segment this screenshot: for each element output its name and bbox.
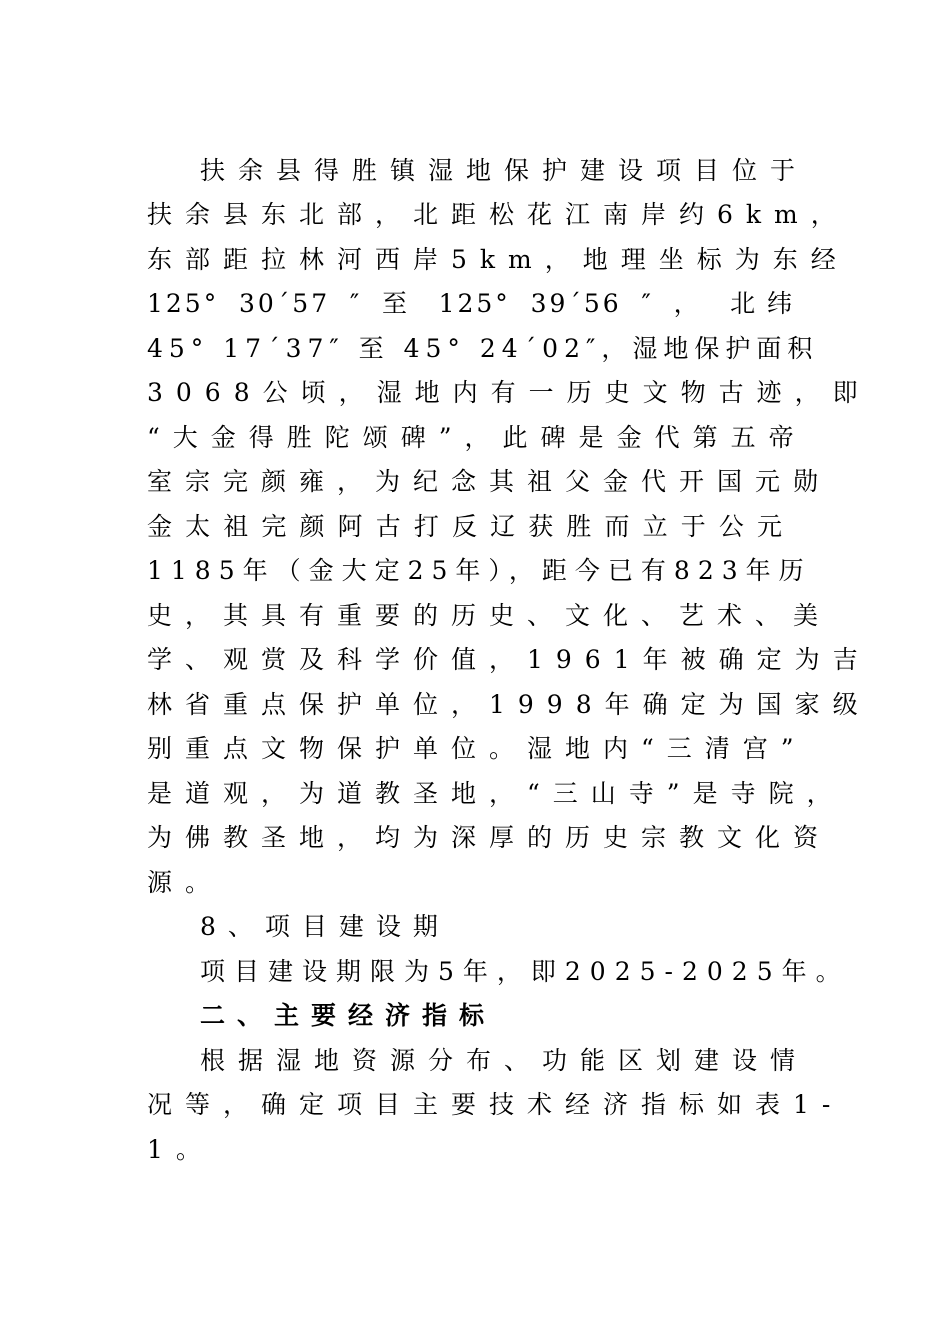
paragraph-line: 125° 30´57 ″ 至 125° 39´56 ″ ， 北纬: [147, 289, 795, 318]
paragraph-line: 45° 17´37″ 至 45° 24´02″，湿地保护面积: [147, 334, 819, 363]
section-heading-8: 8、项目建设期: [200, 912, 450, 941]
paragraph-line: 根据湿地资源分布、功能区划建设情: [200, 1046, 809, 1075]
paragraph-line: 林省重点保护单位，1998年确定为国家级: [147, 690, 871, 719]
paragraph-line: 室宗完颜雍，为纪念其祖父金代开国元勋: [147, 467, 832, 496]
paragraph-line: 东部距拉林河西岸5km，地理坐标为东经: [147, 245, 849, 274]
paragraph-line: 源。: [147, 868, 224, 897]
paragraph-line: 扶余县得胜镇湿地保护建设项目位于: [200, 156, 809, 185]
paragraph-line: 别重点文物保护单位。湿地内“三清宫”: [147, 734, 807, 763]
paragraph-line: 学、观赏及科学价值，1961年被确定为吉: [147, 645, 871, 674]
section-heading-2: 二、主要经济指标: [200, 1001, 497, 1030]
paragraph-line: 是道观，为道教圣地，“三山寺”是寺院，: [147, 779, 845, 808]
paragraph-line: 金太祖完颜阿古打反辽获胜而立于公元: [147, 512, 795, 541]
paragraph-line: 况等，确定项目主要技术经济指标如表1-: [147, 1090, 844, 1119]
paragraph-line: “大金得胜陀颂碑”，此碑是金代第五帝: [147, 423, 807, 452]
paragraph-line: 史，其具有重要的历史、文化、艺术、美: [147, 601, 832, 630]
paragraph-line: 3068公顷，湿地内有一历史文物古迹，即: [147, 378, 871, 407]
paragraph-line: 项目建设期限为5年，即2025-2025年。: [200, 957, 850, 986]
paragraph-line: 1185年（金大定25年），距今已有823年历: [147, 556, 812, 585]
paragraph-line: 为佛教圣地，均为深厚的历史宗教文化资: [147, 823, 832, 852]
paragraph-line: 1。: [147, 1135, 214, 1164]
paragraph-line: 扶余县东北部，北距松花江南岸约6km，: [147, 200, 849, 229]
